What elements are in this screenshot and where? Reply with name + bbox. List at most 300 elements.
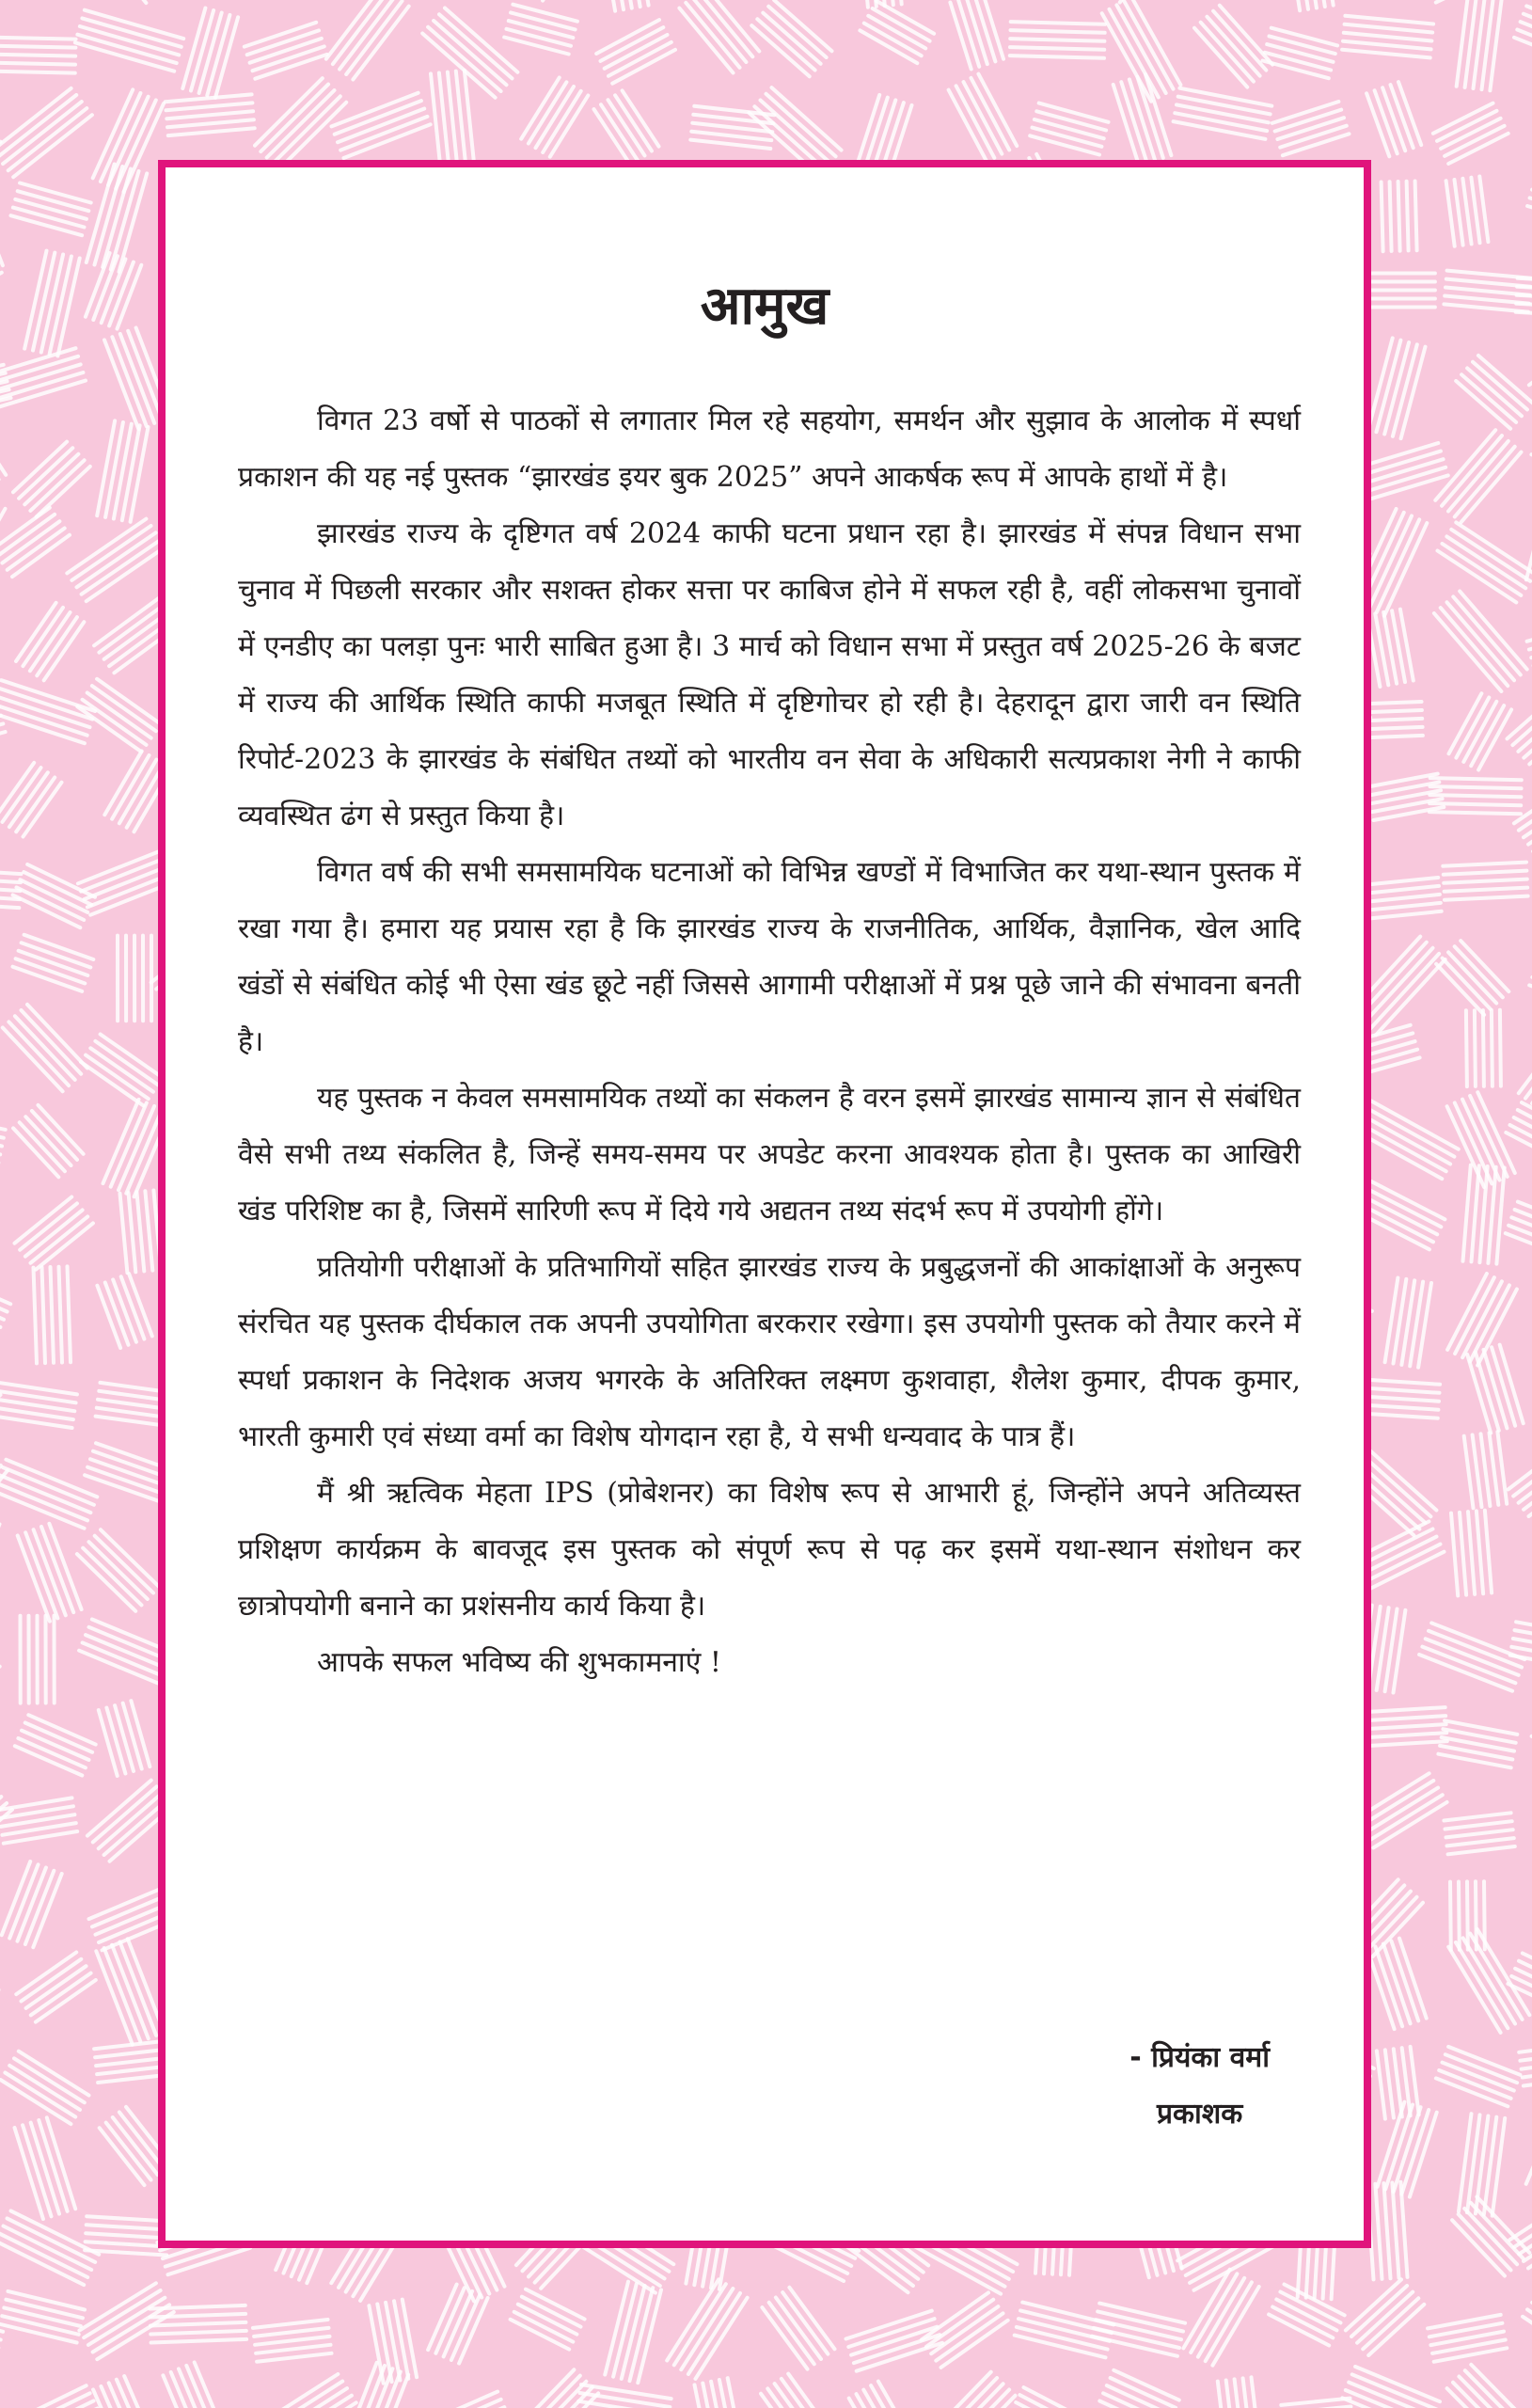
hatch-cluster xyxy=(950,0,1003,70)
hatch-line xyxy=(1267,44,1333,62)
hatch-line xyxy=(8,2291,86,2310)
hatch-line xyxy=(0,902,19,909)
hatch-line xyxy=(112,337,146,426)
hatch-line xyxy=(596,20,659,54)
hatch-cluster xyxy=(96,1939,164,2044)
hatch-line xyxy=(608,100,645,155)
hatch-line xyxy=(1390,182,1392,251)
hatch-cluster xyxy=(0,508,70,577)
hatch-cluster xyxy=(1466,1010,1501,1086)
hatch-cluster xyxy=(925,2372,1015,2408)
hatch-cluster xyxy=(1385,1278,1431,1368)
hatch-line xyxy=(1497,1432,1507,1504)
hatch-line xyxy=(120,1194,128,1273)
hatch-cluster xyxy=(99,1701,150,1776)
hatch-line xyxy=(536,87,575,148)
hatch-line xyxy=(37,617,77,675)
hatch-cluster xyxy=(596,20,675,84)
hatch-line xyxy=(87,693,151,738)
hatch-line xyxy=(1450,1882,1451,1950)
hatch-line xyxy=(1024,2387,1087,2408)
hatch-cluster xyxy=(1433,103,1508,164)
hatch-line xyxy=(1252,2377,1260,2408)
hatch-line xyxy=(0,763,34,817)
hatch-cluster xyxy=(1464,1432,1508,1508)
hatch-cluster xyxy=(0,2313,3,2364)
hatch-line xyxy=(1220,6,1272,65)
hatch-line xyxy=(1483,1010,1484,1086)
hatch-line xyxy=(1281,2399,1350,2405)
hatch-line xyxy=(1218,2382,1226,2408)
hatch-cluster xyxy=(85,2216,168,2255)
hatch-line xyxy=(34,1529,66,1615)
hatch-line xyxy=(1477,1511,1483,1593)
hatch-line xyxy=(8,2218,96,2262)
hatch-cluster xyxy=(1272,102,1350,155)
hatch-line xyxy=(887,0,893,5)
hatch-line xyxy=(1342,50,1430,58)
hatch-cluster xyxy=(427,2392,512,2408)
hatch-cluster xyxy=(75,10,183,71)
hatch-line xyxy=(254,2328,328,2337)
hatch-line xyxy=(1382,182,1383,252)
hatch-line xyxy=(1011,22,1105,24)
hatch-line xyxy=(24,783,62,837)
hatch-cluster xyxy=(15,2117,76,2219)
hatch-line xyxy=(51,1267,55,1363)
hatch-line xyxy=(1526,2097,1532,2184)
hatch-cluster xyxy=(15,1715,96,1775)
hatch-cluster xyxy=(1030,103,1108,155)
hatch-line xyxy=(88,2298,165,2345)
hatch-line xyxy=(1034,119,1104,138)
hatch-line xyxy=(0,868,22,874)
hatch-line xyxy=(1514,774,1532,823)
hatch-line xyxy=(166,103,253,110)
hatch-cluster xyxy=(1506,1202,1532,1266)
hatch-line xyxy=(894,0,901,4)
hatch-cluster xyxy=(1174,88,1272,139)
hatch-line xyxy=(1345,24,1433,33)
hatch-line xyxy=(1443,863,1526,866)
hatch-line xyxy=(86,1635,167,1669)
hatch-line xyxy=(0,877,21,883)
hatch-line xyxy=(256,2345,330,2353)
hatch-line xyxy=(0,171,3,266)
hatch-cluster xyxy=(79,2283,173,2359)
hatch-cluster xyxy=(259,2374,356,2408)
hatch-line xyxy=(1485,1511,1492,1593)
hatch-cluster xyxy=(1527,623,1532,673)
hatch-cluster xyxy=(15,1197,93,1270)
hatch-line xyxy=(513,5,577,22)
paragraph: विगत 23 वर्षो से पाठकों से लगातार मिल रहे सहयोग, समर्थन और सुझाव के आलोक में स्पर्धा प्रकाशन की यह नई पुस्तक “झारखंड इयर बुक 2025” अपने आकर्षक रूप में आपके हाथों में है। xyxy=(238,404,1301,494)
hatch-line xyxy=(1466,1010,1467,1086)
hatch-line xyxy=(1357,2292,1413,2343)
hatch-cluster xyxy=(1457,0,1503,90)
hatch-cluster xyxy=(93,2376,158,2408)
hatch-line xyxy=(0,71,75,73)
hatch-line xyxy=(1527,206,1532,228)
hatch-line xyxy=(115,1705,134,1771)
hatch-line xyxy=(166,111,253,119)
hatch-line xyxy=(1355,2367,1440,2401)
hatch-line xyxy=(1444,879,1527,883)
hatch-line xyxy=(1226,2381,1235,2408)
paragraph: प्रतियोगी परीक्षाओं के प्रतिभागियों सहित झारखंड राज्य के प्रबुद्धजनों की आकांक्षाओं के अनुरूप संरचित यह पुस्तक दीर्घकाल तक अपनी उपयोगिता बरकरार रखेगा। इस उपयोगी पुस्तक को तैयार करने में स्पर्धा प्रकाशन के निदेशक अजय भगरके के अतिरिक्त लक्ष्मण कुशवाहा, शैलेश कुमार, दीपक कुमार, भारती कुमारी एवं संध्या वर्मा का विशेष योगदान रहा है, ये सभी धन्यवाद के पात्र हैं। xyxy=(238,1251,1301,1453)
hatch-cluster xyxy=(0,110,1,170)
hatch-cluster xyxy=(166,94,255,135)
hatch-cluster xyxy=(1438,522,1532,602)
hatch-line xyxy=(0,55,75,56)
hatch-line xyxy=(1464,1436,1474,1509)
hatch-cluster xyxy=(0,171,3,278)
hatch-line xyxy=(20,1122,65,1171)
hatch-cluster xyxy=(846,2311,943,2371)
hatch-line xyxy=(1039,103,1109,122)
hatch-line xyxy=(145,1191,152,1270)
hatch-line xyxy=(521,78,560,139)
hatch-line xyxy=(89,1885,169,1919)
hatch-line xyxy=(1446,181,1455,246)
hatch-cluster xyxy=(521,78,588,157)
hatch-line xyxy=(25,1210,83,1256)
hatch-cluster xyxy=(1527,173,1532,227)
hatch-line xyxy=(1366,911,1442,919)
hatch-line xyxy=(87,0,146,3)
hatch-cluster xyxy=(11,183,91,236)
hatch-line xyxy=(1392,2183,1398,2278)
hatch-cluster xyxy=(511,2289,585,2350)
hatch-cluster xyxy=(1092,0,1169,3)
hatch-line xyxy=(106,1708,125,1774)
hatch-line xyxy=(608,42,671,76)
hatch-cluster xyxy=(504,5,577,55)
hatch-line xyxy=(0,1112,6,1130)
hatch-line xyxy=(90,1048,153,1091)
hatch-cluster xyxy=(1467,1345,1524,1434)
hatch-line xyxy=(1206,2282,1252,2361)
hatch-line xyxy=(89,1542,148,1599)
hatch-line xyxy=(97,420,115,515)
hatch-line xyxy=(1462,179,1471,245)
hatch-line xyxy=(1270,36,1335,54)
hatch-cluster xyxy=(0,1382,77,1428)
hatch-line xyxy=(87,2216,168,2221)
hatch-line xyxy=(16,603,56,661)
hatch-line xyxy=(0,1267,10,1304)
hatch-line xyxy=(1010,47,1104,50)
hatch-line xyxy=(550,96,589,157)
hatch-line xyxy=(603,0,616,11)
hatch-cluster xyxy=(0,348,86,407)
hatch-line xyxy=(615,95,652,150)
hatch-cluster xyxy=(1446,177,1489,246)
hatch-line xyxy=(1177,104,1269,122)
hatch-line xyxy=(118,1106,154,1190)
hatch-line xyxy=(529,82,567,143)
hatch-line xyxy=(1516,312,1532,317)
preface-frame xyxy=(158,160,1371,2248)
hatch-line xyxy=(101,1529,159,1587)
hatch-line xyxy=(612,50,675,84)
hatch-line xyxy=(686,3,739,68)
hatch-line xyxy=(1360,1379,1441,1385)
hatch-line xyxy=(2,2316,79,2335)
hatch-line xyxy=(1447,1838,1514,1846)
hatch-line xyxy=(79,2283,155,2330)
hatch-line xyxy=(99,1793,163,1848)
hatch-line xyxy=(1481,1434,1491,1506)
hatch-line xyxy=(1265,53,1331,71)
signatory-name: - प्रियंका वर्मा xyxy=(1129,2041,1270,2074)
hatch-line xyxy=(1472,1165,1479,1261)
hatch-line xyxy=(18,1536,50,1622)
hatch-line xyxy=(332,93,419,127)
hatch-line xyxy=(1398,182,1400,251)
hatch-line xyxy=(6,2300,83,2319)
hatch-line xyxy=(0,1803,7,1859)
hatch-line xyxy=(1194,28,1247,87)
hatch-line xyxy=(964,82,1003,154)
hatch-cluster xyxy=(1263,28,1338,78)
hatch-line xyxy=(59,1267,63,1363)
hatch-line xyxy=(104,752,141,816)
hatch-line xyxy=(1174,121,1266,139)
hatch-line xyxy=(1517,295,1532,300)
hatch-line xyxy=(77,1554,135,1611)
hatch-cluster xyxy=(18,1524,82,1622)
hatch-line xyxy=(9,2066,80,2110)
hatch-line xyxy=(1016,2402,1079,2408)
hatch-line xyxy=(690,140,770,149)
hatch-line xyxy=(126,1110,162,1194)
hatch-line xyxy=(1407,182,1409,251)
hatch-line xyxy=(1033,128,1102,147)
hatch-line xyxy=(504,38,569,55)
hatch-line xyxy=(509,21,574,38)
hatch-line xyxy=(1490,1433,1499,1505)
signatory-role: प्रकाशक xyxy=(1156,2098,1243,2131)
hatch-cluster xyxy=(949,74,1018,163)
hatch-cluster xyxy=(255,78,346,169)
hatch-line xyxy=(1426,1639,1519,1675)
hatch-line xyxy=(1518,278,1532,283)
hatch-cluster xyxy=(97,1274,151,1348)
hatch-line xyxy=(30,612,71,671)
hatch-line xyxy=(0,46,75,48)
hatch-line xyxy=(1429,795,1521,797)
hatch-line xyxy=(1175,113,1267,131)
hatch-cluster xyxy=(1436,2047,1521,2106)
hatch-line xyxy=(78,849,165,883)
hatch-line xyxy=(1436,0,1528,3)
hatch-line xyxy=(42,1267,46,1363)
hatch-cluster xyxy=(13,1105,84,1177)
hatch-line xyxy=(167,119,254,127)
hatch-line xyxy=(1445,896,1528,900)
hatch-cluster xyxy=(594,90,659,165)
hatch-line xyxy=(1479,177,1488,243)
hatch-line xyxy=(1429,812,1521,814)
hatch-line xyxy=(1110,9,1159,98)
hatch-cluster xyxy=(0,2210,99,2285)
hatch-line xyxy=(257,2353,331,2362)
hatch-cluster xyxy=(679,0,759,73)
hatch-line xyxy=(1263,61,1329,79)
hatch-cluster xyxy=(0,2385,102,2408)
hatch-line xyxy=(1430,778,1522,780)
hatch-cluster xyxy=(0,1370,1,1442)
hatch-line xyxy=(543,91,581,152)
hatch-line xyxy=(1365,886,1440,894)
hatch-line xyxy=(1523,2317,1532,2372)
hatch-line xyxy=(111,1103,147,1187)
hatch-line xyxy=(95,1536,153,1593)
hatch-line xyxy=(41,1527,73,1612)
hatch-line xyxy=(1512,686,1532,745)
hatch-cluster xyxy=(118,936,151,1022)
hatch-cluster xyxy=(120,1191,162,1274)
hatch-cluster xyxy=(1449,693,1512,769)
hatch-line xyxy=(1467,368,1522,416)
hatch-cluster xyxy=(422,8,517,98)
hatch-cluster xyxy=(1194,6,1272,87)
hatch-line xyxy=(1344,33,1432,41)
hatch-cluster xyxy=(67,519,166,602)
hatch-line xyxy=(1201,23,1254,82)
hatch-line xyxy=(338,109,424,143)
hatch-line xyxy=(1191,2273,1237,2353)
hatch-line xyxy=(340,117,427,150)
hatch-line xyxy=(1400,2182,1407,2277)
paragraph: यह पुस्तक न केवल समसामयिक तथ्यों का संकलन है वरन इसमें झारखंड सामान्य ज्ञान से संबंधित वैसे सभी तथ्य संकलित है, जिन्हें समय-समय पर अपडेट करना आवश्यक होता है। पुस्तक का आखिरी खंड परिशिष्ट का है, जिसमें सारिणी रूप में दिये गये अद्यतन तथ्य संदर्भ रूप में उपयोगी होंगे। xyxy=(238,1082,1301,1228)
hatch-cluster xyxy=(0,88,92,177)
hatch-cluster xyxy=(21,1616,55,1703)
hatch-line xyxy=(1513,1442,1532,1497)
hatch-line xyxy=(253,2320,328,2328)
hatch-line xyxy=(120,334,154,423)
hatch-line xyxy=(1120,0,1169,3)
hatch-cluster xyxy=(0,680,95,743)
hatch-line xyxy=(1036,111,1106,130)
hatch-line xyxy=(1343,41,1431,50)
hatch-cluster xyxy=(1526,503,1532,588)
hatch-cluster xyxy=(428,2285,487,2364)
hatch-line xyxy=(1375,2184,1382,2279)
page-title: आमुख xyxy=(700,276,829,337)
hatch-line xyxy=(1506,1233,1532,1266)
hatch-line xyxy=(1506,1133,1532,1175)
hatch-cluster xyxy=(1447,2365,1527,2408)
hatch-cluster xyxy=(1183,2270,1258,2366)
hatch-line xyxy=(1475,1010,1476,1086)
hatch-line xyxy=(1212,2287,1258,2366)
hatch-line xyxy=(129,1193,136,1272)
hatch-line xyxy=(0,38,76,40)
hatch-line xyxy=(32,1111,77,1160)
hatch-line xyxy=(1364,878,1439,885)
hatch-cluster xyxy=(1526,2097,1532,2197)
hatch-cluster xyxy=(1342,2367,1440,2408)
hatch-line xyxy=(25,1117,71,1165)
hatch-line xyxy=(114,424,132,519)
hatch-cluster xyxy=(2,1861,62,1947)
hatch-cluster xyxy=(1508,679,1532,764)
hatch-line xyxy=(763,13,820,64)
hatch-cluster xyxy=(0,38,76,73)
hatch-cluster xyxy=(245,23,327,79)
hatch-line xyxy=(26,1966,87,2008)
hatch-line xyxy=(1445,1821,1512,1829)
hatch-cluster xyxy=(253,2320,332,2362)
hatch-cluster xyxy=(97,420,148,521)
hatch-cluster xyxy=(849,2382,912,2408)
hatch-cluster xyxy=(87,0,172,3)
hatch-cluster xyxy=(1366,82,1421,156)
hatch-line xyxy=(601,104,638,160)
hatch-cluster xyxy=(13,935,94,991)
hatch-line xyxy=(0,1471,8,1536)
hatch-line xyxy=(136,1192,144,1271)
hatch-cluster xyxy=(513,0,582,1)
hatch-cluster xyxy=(0,1267,10,1335)
hatch-line xyxy=(112,1945,149,2038)
hatch-cluster xyxy=(1367,1939,1427,2029)
hatch-line xyxy=(131,1701,150,1766)
hatch-line xyxy=(776,2298,821,2359)
hatch-line xyxy=(1010,55,1104,58)
hatch-line xyxy=(79,1651,161,1685)
hatch-line xyxy=(1010,39,1104,41)
hatch-line xyxy=(1429,803,1521,805)
hatch-line xyxy=(1527,2309,1532,2365)
hatch-cluster xyxy=(163,2363,232,2408)
hatch-cluster xyxy=(1367,610,1414,687)
hatch-line xyxy=(1345,16,1433,24)
hatch-line xyxy=(86,2242,167,2246)
hatch-line xyxy=(103,1100,139,1183)
hatch-line xyxy=(0,1797,1,1852)
hatch-cluster xyxy=(695,2378,747,2408)
signature-block xyxy=(1129,2030,1270,2143)
hatch-line xyxy=(1377,2051,1385,2118)
hatch-line xyxy=(1445,888,1528,892)
hatch-line xyxy=(1517,287,1532,292)
hatch-cluster xyxy=(1508,1435,1532,1516)
hatch-cluster xyxy=(1519,2040,1532,2085)
hatch-line xyxy=(1459,1882,1460,1950)
hatch-line xyxy=(1383,2183,1390,2278)
hatch-line xyxy=(87,1781,151,1836)
hatch-line xyxy=(1455,180,1463,246)
hatch-cluster xyxy=(3,1005,87,1091)
hatch-line xyxy=(25,1532,57,1618)
hatch-cluster xyxy=(1364,878,1442,919)
hatch-cluster xyxy=(77,1529,159,1611)
hatch-cluster xyxy=(605,2282,661,2384)
hatch-line xyxy=(1508,1435,1532,1490)
hatch-line xyxy=(691,132,771,140)
hatch-line xyxy=(0,732,6,752)
hatch-line xyxy=(168,128,255,135)
hatch-line xyxy=(84,2290,160,2337)
hatch-line xyxy=(932,2378,997,2408)
hatch-line xyxy=(594,109,631,165)
hatch-line xyxy=(788,2374,843,2408)
paragraph: विगत वर्ष की सभी समसामयिक घटनाओं को विभिन्न खण्डों में विभाजित कर यथा-स्थान पुस्तक में रखा गया है। हमारा यह प्रयास रहा है कि झारखंड राज्य के राजनीतिक, आर्थिक, वैज्ञानिक, खेल आदि खंडों से संबंधित कोई भी ऐसा खंड छूटे नहीं जिससे आगामी परीक्षाओं में प्रश्न पूछे जाने की संभावना बनती है। xyxy=(238,856,1301,1058)
hatch-line xyxy=(1394,2049,1402,2116)
